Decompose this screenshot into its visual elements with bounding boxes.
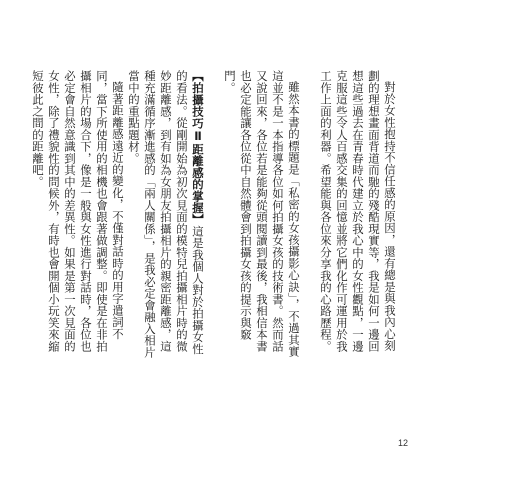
paragraph-gap: [206, 70, 222, 360]
section-heading-tail: 這是我個人對於拍攝女性的看法。從剛開始為初次見面的模特兒拍攝相片時的微妙距離感，到有如為女朋友拍攝相片的親密距離感，這種充滿循序漸進感的「兩人關係」，是我必定會融入相片當中的重點題材。: [127, 70, 205, 359]
paragraph-gap: [302, 70, 318, 360]
section-heading-paragraph: [126, 70, 206, 360]
intro-paragraph-2: 雖然本書的標題是「私密的女孩攝影心訣」，不過其實這並不是一本指導各位如何拍攝女孩的技術書。然而話又說回來，各位若是能夠從頭閱讀到最後，我相信本書也必定能讓各位從中自然體會到拍攝女孩的提示與竅門。: [223, 70, 301, 358]
section-paragraph-1: 隨著距離感遠近的變化，不僅對話時的用字遣詞不同，當下所使用的相機也會跟著做調整。即使是在非拍攝相片的場合下，像是一般與女性進行對話時，各位也必定會自然意識到其中的差異性。如果是第一次見面的女性，除了禮貌性的問候外，有時也會開個小玩笑來縮短彼此之間的距離吧。: [31, 70, 125, 352]
heading-open-bracket: 【: [191, 70, 205, 82]
page-number: 12: [398, 438, 409, 448]
vertical-text-body: [31, 70, 398, 360]
section-heading: 拍攝技巧Ⅱ距離感的掌握: [191, 81, 205, 214]
intro-paragraph-1: 對於女性抱持不信任感的原因，還有總是與我內心刻劃的理想畫面背道而馳的殘酷現實等，我是如何一邊回想這些過去在青春時代建立於我心中的女性觀點，一邊克服這些令人百感交集的回憶並將它們化作可運用於我工作上面的利器。希望能與各位來分享我的心路歷程。: [319, 70, 397, 352]
heading-close-bracket: 】: [191, 213, 205, 226]
